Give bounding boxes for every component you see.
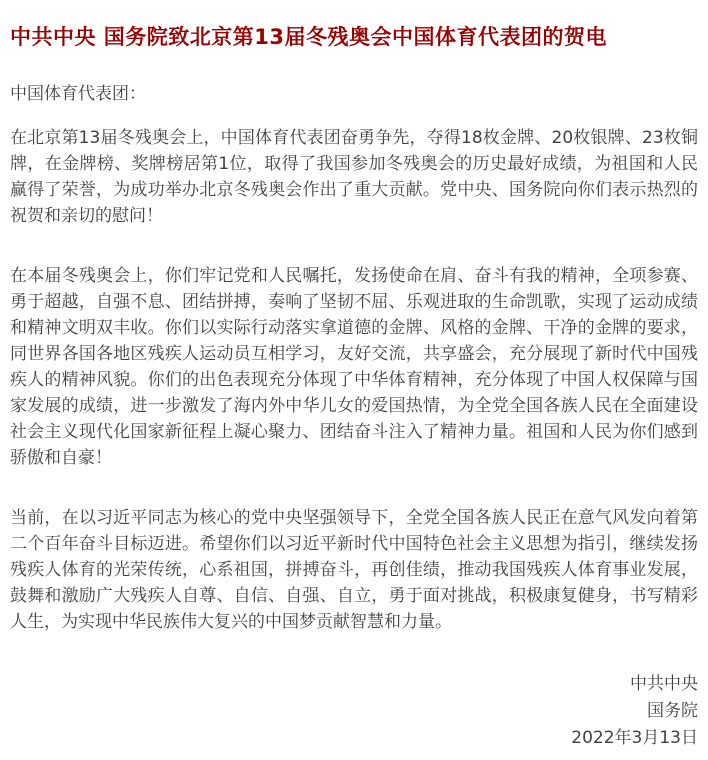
body-paragraph-2: 在本届冬残奥会上，你们牢记党和人民嘱托，发扬使命在肩、奋斗有我的精神，全项参赛、勇于超越，自强不息、团结拼搏，奏响了坚韧不屈、乐观进取的生命凯歌，实现了运动成绩和精神文明双丰收。你们以实际行动落实拿道德的金牌、风格的金牌、干净的金牌的要求，同世界各国各地区残疾人运动员互相学习，友好交流，共享盛会，充分展现了新时代中国残疾人的精神风貌。你们的出色表现充分体现了中华体育精神，充分体现了中国人权保障与国家发展的成绩，进一步激发了海内外中华儿女的爱国热情，为全党全国各族人民在全面建设社会主义现代化国家新征程上凝心聚力、团结奋斗注入了精神力量。祖国和人民为你们感到骄傲和自豪！ <box>10 266 698 469</box>
body-paragraph-1: 在北京第13届冬残奥会上，中国体育代表团奋勇争先，夺得18枚金牌、20枚银牌、23枚铜牌，在金牌榜、奖牌榜居第1位，取得了我国参加冬残奥会的历史最好成绩，为祖国和人民赢得了荣誉，为成功举办北京冬残奥会作出了重大贡献。党中央、国务院向你们表示热烈的祝贺和亲切的慰问！ <box>10 128 698 227</box>
body-paragraph-3: 当前，在以习近平同志为核心的党中央坚强领导下，全党全国各族人民正在意气风发向着第二个百年奋斗目标迈进。希望你们以习近平新时代中国特色社会主义思想为指引，继续发扬残疾人体育的光荣传统，心系祖国，拼搏奋斗，再创佳绩，推动我国残疾人体育事业发展，鼓舞和激励广大残疾人自尊、自信、自强、自立，勇于面对挑战，积极康复健身，书写精彩人生，为实现中华民族伟大复兴的中国梦贡献智慧和力量。 <box>10 508 698 633</box>
signature-date: 2022年3月13日 <box>571 728 698 749</box>
page-title: 中共中央 国务院致北京第13届冬残奥会中国体育代表团的贺电 <box>10 25 608 49</box>
signature-org-state-council: 国务院 <box>647 701 698 722</box>
signature-block <box>10 671 698 752</box>
signature-org-cpc: 中共中央 <box>630 674 698 695</box>
salutation: 中国体育代表团： <box>10 84 146 105</box>
